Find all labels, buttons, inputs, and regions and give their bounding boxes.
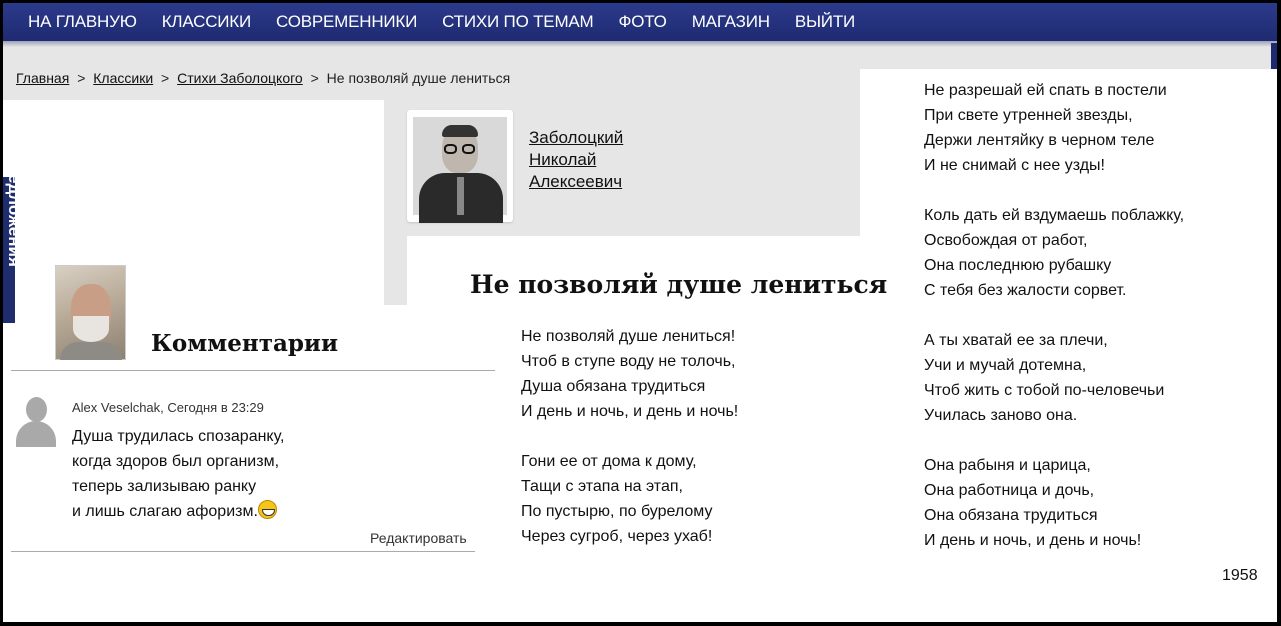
breadcrumb-current: Не позволяй душе лениться	[326, 70, 511, 86]
poem-line: Училась заново она.	[924, 407, 1078, 424]
breadcrumb-home[interactable]: Главная	[16, 70, 70, 86]
nav-home[interactable]: НА ГЛАВНУЮ	[28, 12, 137, 31]
poem-line: Освобождая от работ,	[924, 232, 1088, 249]
comment-divider	[11, 551, 475, 552]
nav-classics[interactable]: КЛАССИКИ	[161, 12, 252, 31]
poem-line: Она последнюю рубашку	[924, 257, 1112, 274]
breadcrumb-separator: >	[310, 70, 319, 86]
nav-contemporaries[interactable]: СОВРЕМЕННИКИ	[276, 12, 418, 31]
poem-line: Душа обязана трудиться	[521, 378, 706, 395]
top-navigation	[3, 3, 1277, 41]
poem-line: Она работница и дочь,	[924, 482, 1095, 499]
poem-line: Чтоб в ступе воду не толочь,	[521, 353, 736, 370]
author-portrait-card[interactable]	[407, 110, 513, 222]
poem-line: Держи лентяйку в черном теле	[924, 132, 1155, 149]
poem-line: С тебя без жалости сорвет.	[924, 282, 1127, 299]
breadcrumb-separator: >	[77, 70, 86, 86]
poem-line: Учи и мучай дотемна,	[924, 357, 1087, 374]
breadcrumb-classics[interactable]: Классики	[93, 70, 154, 86]
poem-line: Гони ее от дома к дому,	[521, 453, 697, 470]
poem-line: Тащи с этапа на этап,	[521, 478, 683, 495]
breadcrumb	[16, 70, 510, 86]
grinning-face-icon	[258, 500, 277, 519]
page-frame	[3, 3, 1277, 622]
poem-line: При свете утренней звезды,	[924, 107, 1133, 124]
comment-line: когда здоров был организм,	[72, 453, 280, 470]
breadcrumb-separator: >	[161, 70, 170, 86]
poem-stanza-1	[521, 324, 738, 424]
author-name	[529, 127, 623, 193]
poem-stanza-2	[521, 449, 712, 549]
poem-line: Через сугроб, через ухаб!	[521, 528, 713, 545]
nav-logout[interactable]: ВЫЙТИ	[794, 12, 856, 31]
poem-line: И день и ночь, и день и ночь!	[924, 532, 1142, 549]
comments-divider	[11, 370, 495, 371]
poem-line: Она обязана трудиться	[924, 507, 1098, 524]
comments-heading: Комментарии	[151, 330, 339, 357]
suggestions-tab-label: едложения	[5, 174, 24, 267]
comment-line: теперь зализываю ранку	[72, 478, 257, 495]
poem-title: Не позволяй душе лениться	[470, 270, 888, 299]
author-patronymic-link[interactable]: Алексеевич	[529, 172, 623, 191]
comment-line	[72, 499, 284, 524]
comment-line: Душа трудилась спозаранку,	[72, 428, 285, 445]
user-avatar[interactable]	[55, 265, 126, 360]
poem-line: По пустырю, по бурелому	[521, 503, 713, 520]
poem-year: 1958	[1222, 567, 1258, 584]
poem-line: Коль дать ей вздумаешь поблажку,	[924, 207, 1185, 224]
poem-line: Она рабыня и царица,	[924, 457, 1091, 474]
poem-line: Чтоб жить с тобой по-человечьи	[924, 382, 1165, 399]
poem-line: Не позволяй душе лениться!	[521, 328, 736, 345]
comment-line-text: и лишь слагаю афоризм.	[72, 503, 258, 520]
edit-comment-link[interactable]: Редактировать	[370, 530, 467, 546]
nav-shadow	[3, 41, 1277, 47]
nav-shop[interactable]: МАГАЗИН	[691, 12, 770, 31]
commenter-avatar-icon[interactable]	[15, 397, 57, 445]
poem-stanza-6	[924, 453, 1141, 553]
nav-poems-by-topic[interactable]: СТИХИ ПО ТЕМАМ	[442, 12, 594, 31]
poem-stanza-5	[924, 328, 1164, 428]
suggestions-side-tab[interactable]	[3, 174, 24, 323]
poem-line: Не разрешай ей спать в постели	[924, 82, 1167, 99]
comment-meta: Alex Veselchak, Сегодня в 23:29	[72, 400, 264, 415]
poem-stanza-4	[924, 203, 1184, 303]
author-last-name-link[interactable]: Заболоцкий	[529, 128, 624, 147]
poem-stanza-3	[924, 78, 1167, 178]
author-first-name-link[interactable]: Николай	[529, 150, 597, 169]
comment-body	[72, 424, 284, 524]
poem-line: И не снимай с нее узды!	[924, 157, 1105, 174]
breadcrumb-author-poems[interactable]: Стихи Заболоцкого	[177, 70, 303, 86]
nav-photo[interactable]: ФОТО	[618, 12, 667, 31]
poem-line: И день и ночь, и день и ночь!	[521, 403, 739, 420]
poem-line: А ты хватай ее за плечи,	[924, 332, 1108, 349]
author-portrait	[413, 117, 507, 215]
